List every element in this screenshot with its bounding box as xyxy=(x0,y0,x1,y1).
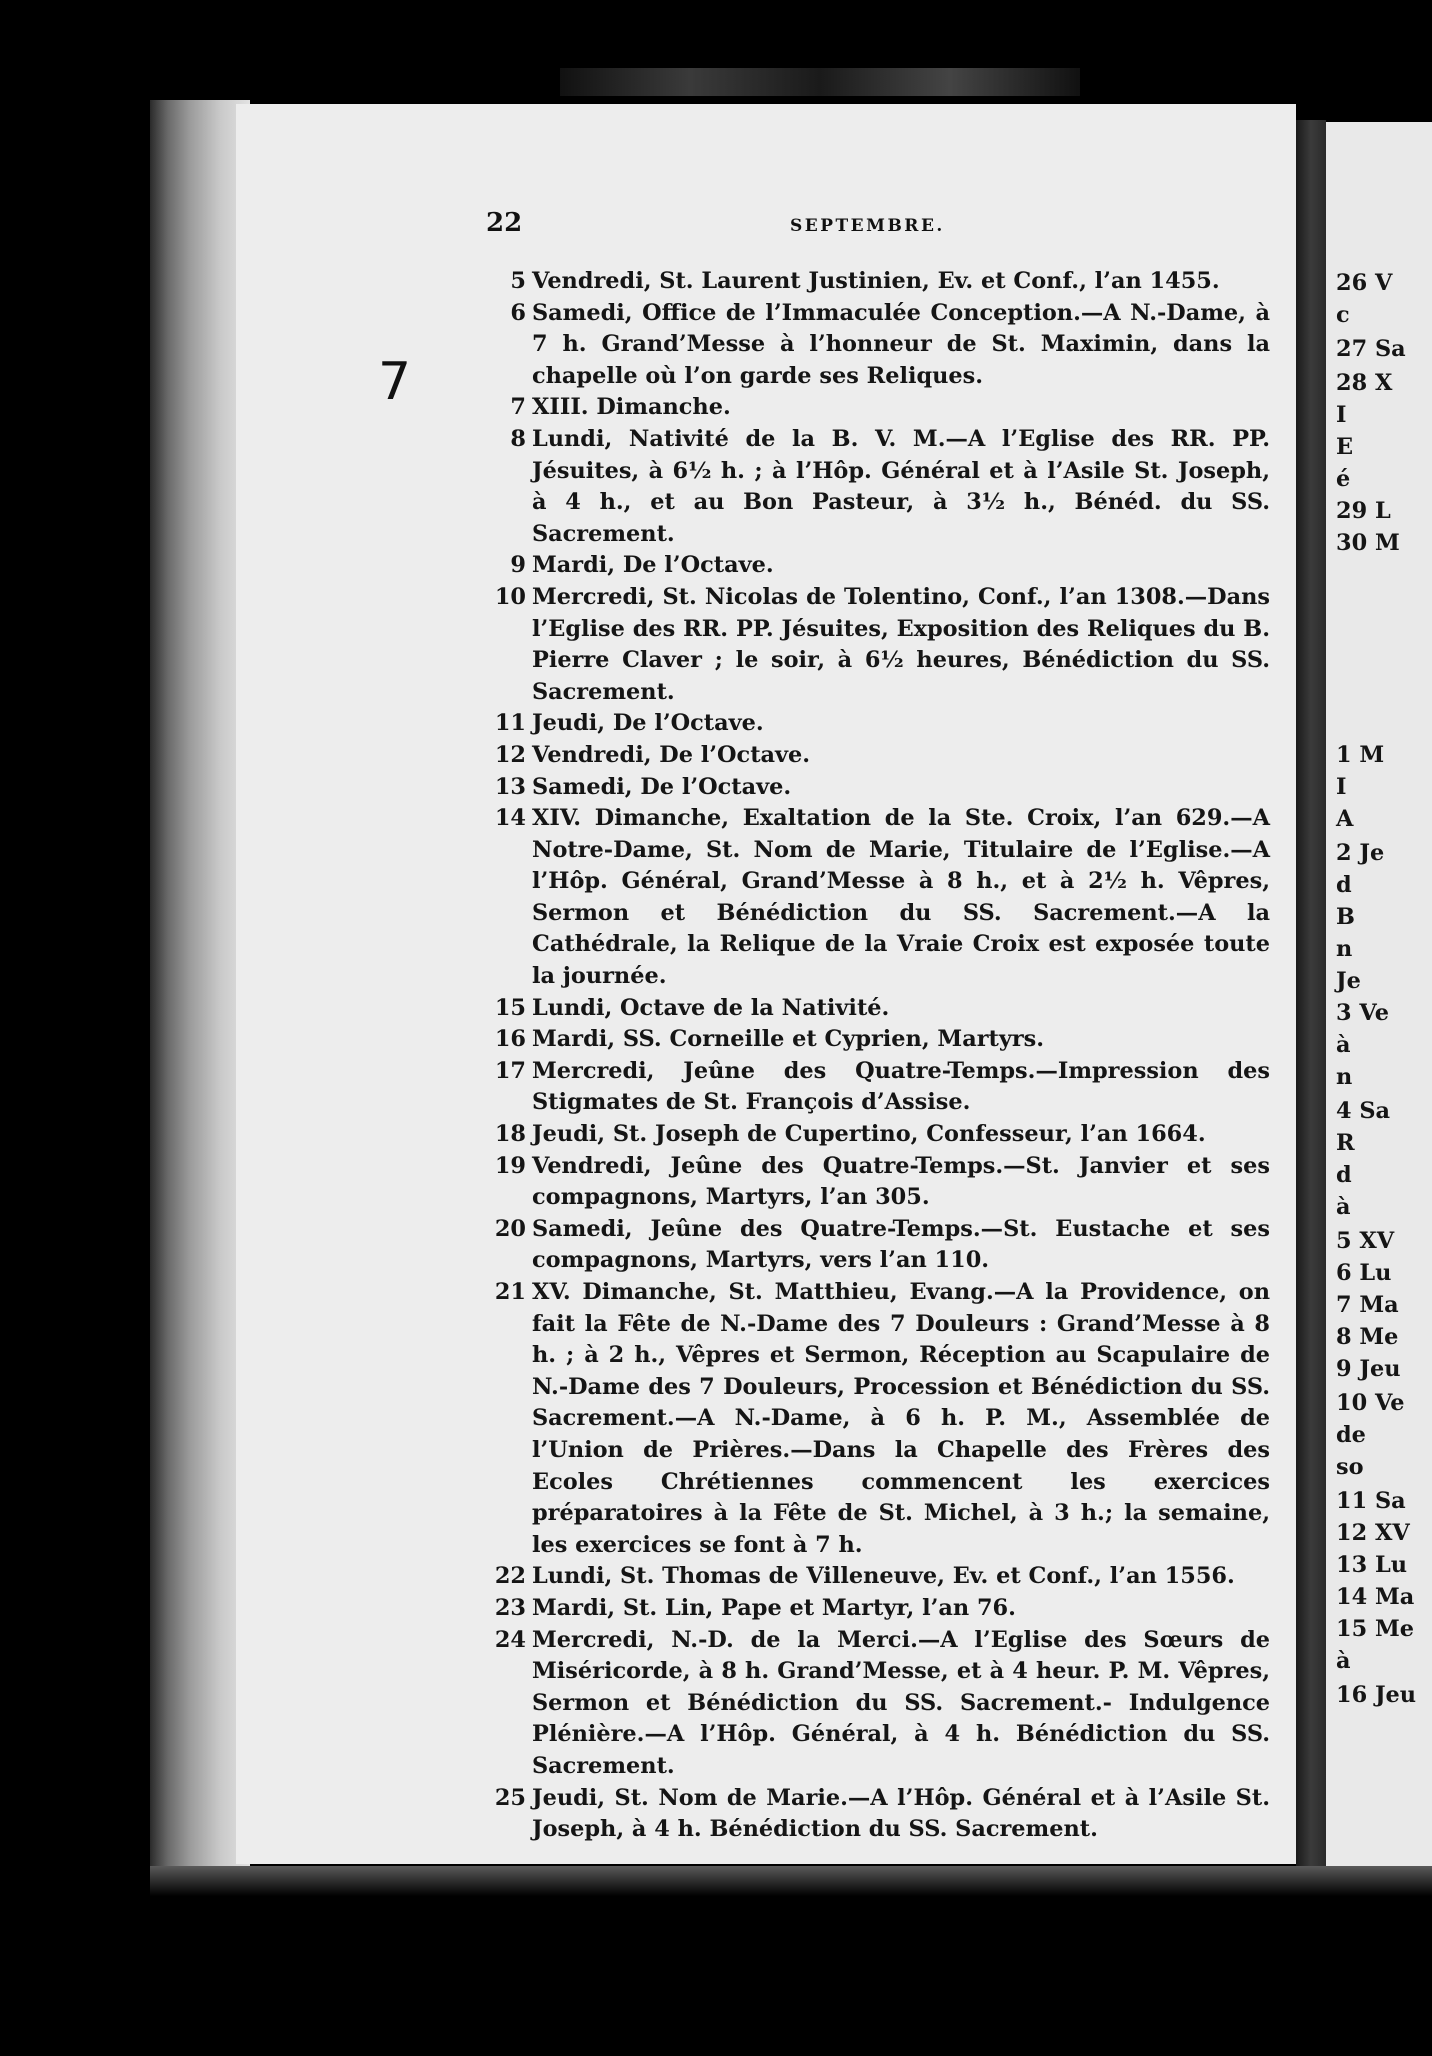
calendar-entry xyxy=(470,582,1270,708)
entry-day-number: 25 xyxy=(494,1784,526,1811)
entry-day-number: 16 xyxy=(494,1026,526,1053)
right-page-fragment: 16 Jeu xyxy=(1336,1682,1417,1708)
right-page-fragment: n xyxy=(1336,1064,1353,1090)
entry-day-number: 15 xyxy=(494,994,526,1021)
entry-text: Jeudi, St. Joseph de Cupertino, Confesseur, l’an 1664. xyxy=(532,1121,1206,1148)
right-page-fragment: 28 X xyxy=(1336,370,1393,396)
right-page-fragment: 14 Ma xyxy=(1336,1584,1415,1610)
entry-day-number: 7 xyxy=(510,394,526,421)
entry-day-number: 17 xyxy=(494,1057,526,1084)
entry-day-number: 6 xyxy=(510,299,526,326)
page-number: 22 xyxy=(486,208,523,238)
entry-text: Vendredi, Jeûne des Quatre-Temps.—St. Janvier et ses compagnons, Martyrs, l’an 305. xyxy=(532,1152,1270,1211)
handwritten-margin-note: 7 xyxy=(378,352,412,412)
entry-text: XIV. Dimanche, Exaltation de la Ste. Croix, l’an 629.—A Notre-Dame, St. Nom de Marie, Titulaire de l’Eglise.—A l’Hôp. Général, Grand’Messe à 8 h., et à 2½ h. Vêpres, Sermon et Bénédiction du SS. Sacrement.—A la Cathédrale, la Relique de la Vraie Croix est exposée toute la journée. xyxy=(532,805,1270,990)
calendar-entry xyxy=(470,1056,1270,1119)
right-page-fragment: n xyxy=(1336,936,1353,962)
entry-text: Lundi, St. Thomas de Villeneuve, Ev. et Conf., l’an 1556. xyxy=(532,1563,1235,1590)
calendar-entry xyxy=(470,772,1270,804)
entry-day-number: 13 xyxy=(494,773,526,800)
calendar-entry xyxy=(470,1593,1270,1625)
calendar-entry xyxy=(470,298,1270,393)
calendar-entry xyxy=(470,424,1270,550)
right-page-fragment: 1 M xyxy=(1336,742,1385,768)
entry-day-number: 9 xyxy=(510,552,526,579)
right-page-fragment: Je xyxy=(1336,968,1361,994)
right-page-fragment: 6 Lu xyxy=(1336,1260,1392,1286)
right-page-fragment: 5 XV xyxy=(1336,1228,1395,1254)
entry-text: Samedi, Jeûne des Quatre-Temps.—St. Eustache et ses compagnons, Martyrs, vers l’an 110. xyxy=(532,1215,1270,1274)
scan-top-edge xyxy=(560,68,1080,96)
right-page-fragment: d xyxy=(1336,1162,1352,1188)
entry-text: Mercredi, N.-D. de la Merci.—A l’Eglise des Sœurs de Miséricorde, à 8 h. Grand’Messe, et à 4 heur. P. M. Vêpres, Sermon et Bénédiction du SS. Sacrement.- Indulgence Plénière.—A l’Hôp. Général, à 4 h. Bénédiction du SS. Sacrement. xyxy=(532,1626,1270,1779)
calendar-entry xyxy=(470,266,1270,298)
entry-day-number: 14 xyxy=(494,805,526,832)
calendar-entry xyxy=(470,740,1270,772)
calendar-entry xyxy=(470,392,1270,424)
calendar-entry xyxy=(470,1783,1270,1846)
entry-day-number: 8 xyxy=(510,425,526,452)
entry-day-number: 5 xyxy=(510,268,526,294)
calendar-entry xyxy=(470,993,1270,1025)
calendar-entry xyxy=(470,1151,1270,1214)
right-page-fragment: 3 Ve xyxy=(1336,1000,1389,1026)
right-page-fragment: I xyxy=(1336,402,1347,428)
entry-text: XV. Dimanche, St. Matthieu, Evang.—A la Providence, on fait la Fête de N.-Dame des 7 Douleurs : Grand’Messe à 8 h. ; à 2 h., Vêpres et Sermon, Réception au Scapulaire de N.-Dame des 7 Douleurs, Procession et Bénédiction du SS. Sacrement.—A N.-Dame, à 6 h. P. M., Assemblée de l’Union de Prières.—Dans la Chapelle des Frères des Ecoles Chrétiennes commencent les exercices préparatoires à la Fête de St. Michel, à 3 h.; la semaine, les exercices se font à 7 h. xyxy=(532,1279,1270,1558)
calendar-entries xyxy=(470,266,1270,1846)
entry-day-number: 22 xyxy=(494,1563,526,1590)
bottom-shadow xyxy=(150,1866,1432,1896)
right-page-fragment: 13 Lu xyxy=(1336,1552,1407,1578)
right-page-fragment: I xyxy=(1336,774,1347,800)
right-page-fragment: 11 Sa xyxy=(1336,1488,1406,1514)
right-page-fragment: à xyxy=(1336,1648,1351,1674)
right-page-fragment: E xyxy=(1336,434,1354,460)
right-page-fragment: 10 Ve xyxy=(1336,1390,1405,1416)
entry-text: Samedi, Office de l’Immaculée Conception.—A N.-Dame, à 7 h. Grand’Messe à l’honneur de St. Maximin, dans la chapelle où l’on garde ses Reliques. xyxy=(532,299,1270,389)
calendar-entry xyxy=(470,708,1270,740)
right-page-fragment: 12 XV xyxy=(1336,1520,1410,1546)
entry-text: Mardi, St. Lin, Pape et Martyr, l’an 76. xyxy=(532,1594,1016,1621)
entry-text: Jeudi, St. Nom de Marie.—A l’Hôp. Général et à l’Asile St. Joseph, à 4 h. Bénédiction du SS. Sacrement. xyxy=(532,1784,1270,1843)
right-page-fragment: é xyxy=(1336,466,1351,492)
right-page-fragment: 9 Jeu xyxy=(1336,1356,1401,1382)
entry-text: Lundi, Octave de la Nativité. xyxy=(532,994,890,1021)
entry-day-number: 23 xyxy=(494,1594,526,1621)
right-page-fragment: 15 Me xyxy=(1336,1616,1414,1642)
entry-text: Vendredi, De l’Octave. xyxy=(532,741,811,768)
entry-text: Samedi, De l’Octave. xyxy=(532,773,792,800)
entry-day-number: 24 xyxy=(494,1626,526,1653)
entry-day-number: 11 xyxy=(494,710,526,737)
entry-text: Mercredi, Jeûne des Quatre-Temps.—Impression des Stigmates de St. François d’Assise. xyxy=(532,1057,1270,1116)
calendar-entry xyxy=(470,1119,1270,1151)
right-page-fragment: 4 Sa xyxy=(1336,1098,1391,1124)
calendar-entry xyxy=(470,1024,1270,1056)
calendar-entry xyxy=(470,1277,1270,1561)
right-page-fragment: so xyxy=(1336,1454,1364,1480)
right-page-fragment: à xyxy=(1336,1194,1351,1220)
right-page-fragment: A xyxy=(1336,806,1354,832)
entry-text: Lundi, Nativité de la B. V. M.—A l’Eglise des RR. PP. Jésuites, à 6½ h. ; à l’Hôp. Général et à l’Asile St. Joseph, à 4 h., et au Bon Pasteur, à 3½ h., Bénéd. du SS. Sacrement. xyxy=(532,425,1270,547)
right-page-fragment: d xyxy=(1336,872,1352,898)
entry-text: Vendredi, St. Laurent Justinien, Ev. et Conf., l’an 1455. xyxy=(532,268,1220,294)
calendar-entry xyxy=(470,1625,1270,1783)
book-page-edges xyxy=(150,100,250,1868)
right-page-fragment: B xyxy=(1336,904,1355,930)
entry-text: Mardi, De l’Octave. xyxy=(532,552,774,579)
right-page-fragment: 30 M xyxy=(1336,530,1400,556)
right-page-fragment: 8 Me xyxy=(1336,1324,1399,1350)
entry-day-number: 20 xyxy=(494,1215,526,1242)
entry-day-number: 19 xyxy=(494,1152,526,1179)
right-page-fragment: de xyxy=(1336,1422,1366,1448)
running-head: SEPTEMBRE. xyxy=(790,216,945,236)
book-gutter xyxy=(1296,120,1326,1880)
entry-day-number: 10 xyxy=(494,583,526,610)
right-page-fragment: 2 Je xyxy=(1336,840,1385,866)
calendar-entry xyxy=(470,1214,1270,1277)
entry-text: Mercredi, St. Nicolas de Tolentino, Conf., l’an 1308.—Dans l’Eglise des RR. PP. Jésuites, Exposition des Reliques du B. Pierre Claver ; le soir, à 6½ heures, Bénédiction du SS. Sacrement. xyxy=(532,583,1270,705)
calendar-entry xyxy=(470,1561,1270,1593)
right-page-fragment: 7 Ma xyxy=(1336,1292,1399,1318)
right-page-fragment: 26 V xyxy=(1336,270,1393,296)
entry-text: XIII. Dimanche. xyxy=(532,394,731,421)
right-page-fragment: à xyxy=(1336,1032,1351,1058)
entry-day-number: 12 xyxy=(494,741,526,768)
right-page-fragment: 29 L xyxy=(1336,498,1391,524)
right-page-fragment: R xyxy=(1336,1130,1355,1156)
right-page-fragment: 27 Sa xyxy=(1336,336,1406,362)
calendar-entry xyxy=(470,803,1270,993)
right-page-fragment: c xyxy=(1336,302,1350,328)
entry-text: Jeudi, De l’Octave. xyxy=(532,710,764,737)
entry-day-number: 18 xyxy=(494,1121,526,1148)
entry-day-number: 21 xyxy=(494,1279,526,1305)
entry-text: Mardi, SS. Corneille et Cyprien, Martyrs. xyxy=(532,1026,1045,1053)
calendar-entry xyxy=(470,550,1270,582)
